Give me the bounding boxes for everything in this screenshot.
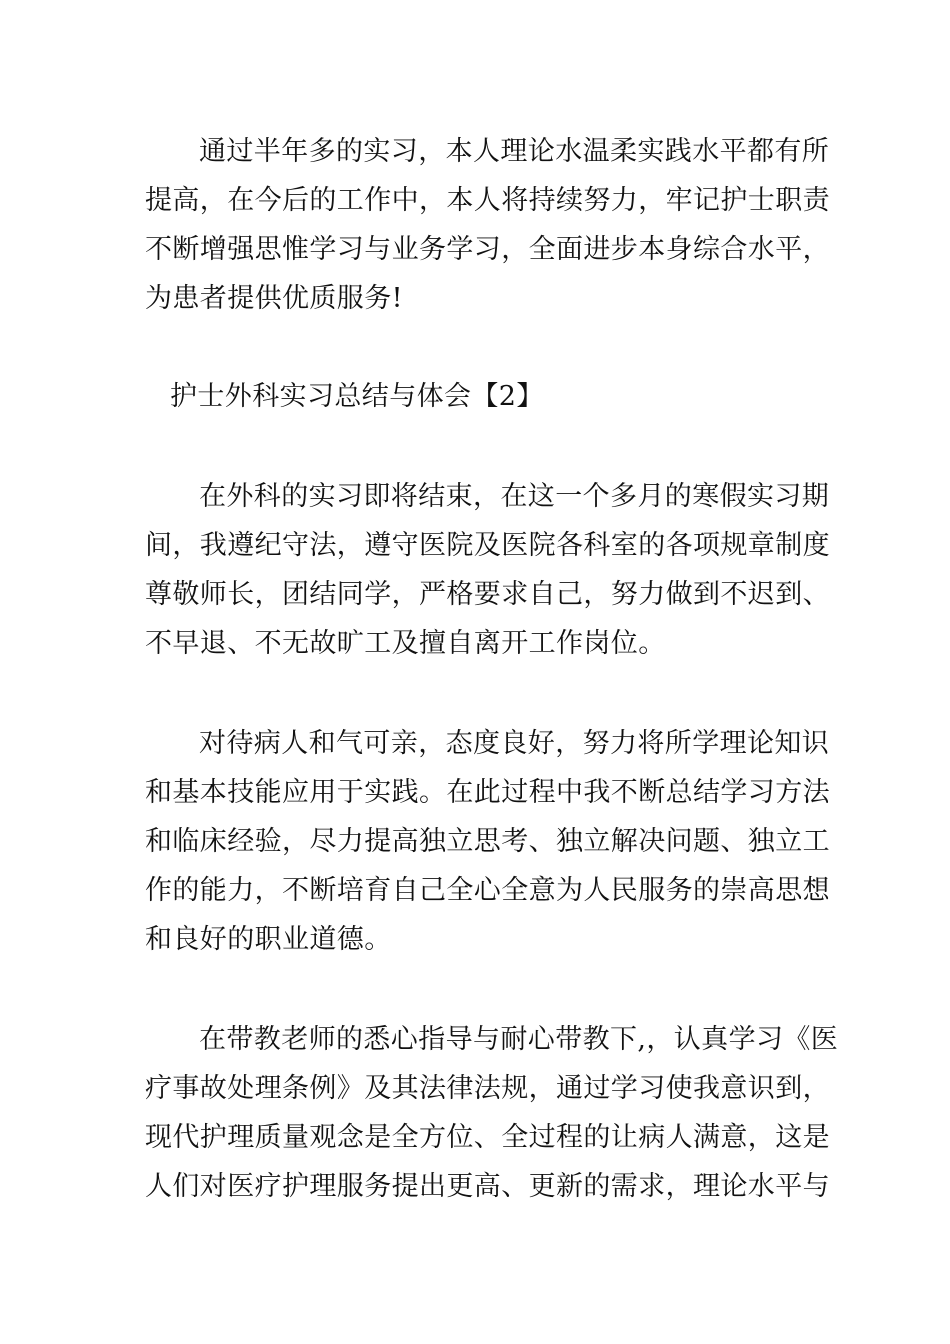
text-line: 不早退、不无故旷工及擅自离开工作岗位。 <box>145 628 666 659</box>
text-line: 通过半年多的实习，本人理论水温柔实践水平都有所 <box>199 136 830 167</box>
text-line: 为患者提供优质服务! <box>145 283 403 314</box>
text-line: 对待病人和气可亲，态度良好，努力将所学理论知识 <box>199 728 830 759</box>
text-line: 疗事故处理条例》及其法律法规，通过学习使我意识到， <box>145 1073 830 1104</box>
text-line: 和基本技能应用于实践。在此过程中我不断总结学习方法 <box>145 777 830 808</box>
text-line: 尊敬师长，团结同学，严格要求自己，努力做到不迟到、 <box>145 579 830 610</box>
text-line: 和临床经验，尽力提高独立思考、独立解决问题、独立工 <box>145 826 830 857</box>
text-line: 在带教老师的悉心指导与耐心带教下,，认真学习《医 <box>199 1024 839 1055</box>
text-line: 不断增强思惟学习与业务学习，全面进步本身综合水平， <box>145 234 830 265</box>
text-line: 作的能力，不断培育自己全心全意为人民服务的崇高思想 <box>145 875 830 906</box>
text-line: 和良好的职业道德。 <box>145 924 392 955</box>
text-line: 间，我遵纪守法，遵守医院及医院各科室的各项规章制度 <box>145 530 830 561</box>
text-line: 提高，在今后的工作中，本人将持续努力，牢记护士职责 <box>145 185 830 216</box>
text-line: 人们对医疗护理服务提出更高、更新的需求，理论水平与 <box>145 1171 830 1202</box>
section-heading: 护士外科实习总结与体会【2】 <box>170 381 544 412</box>
text-line: 现代护理质量观念是全方位、全过程的让病人满意，这是 <box>145 1122 830 1153</box>
text-line: 在外科的实习即将结束，在这一个多月的寒假实习期 <box>199 481 830 512</box>
